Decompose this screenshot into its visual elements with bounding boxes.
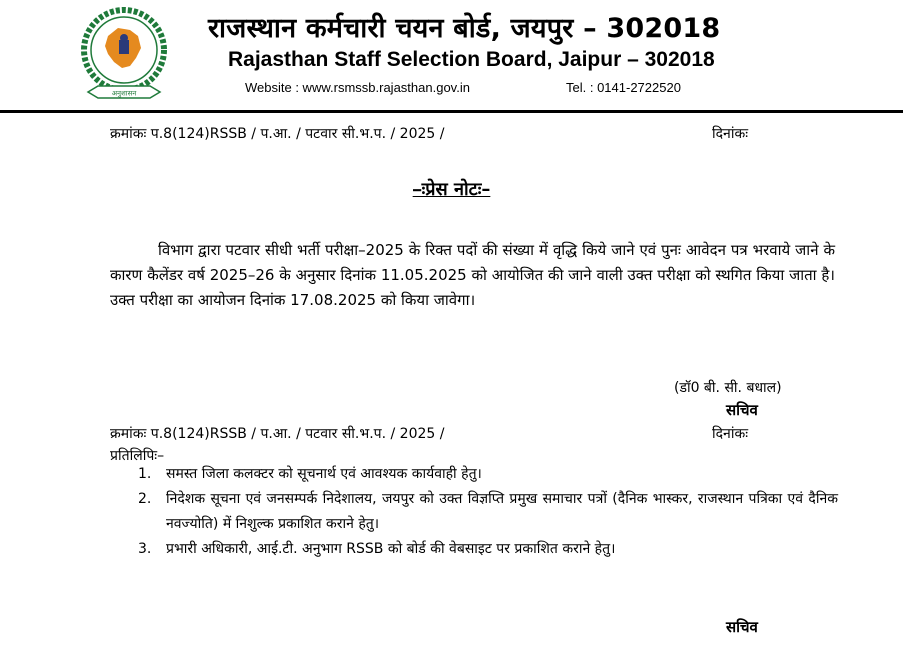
signatory-name: (डॉ0 बी. सी. बधाल) xyxy=(674,380,782,396)
press-note-body: विभाग द्वारा पटवार सीधी भर्ती परीक्षा–2025 के रिक्त पदों की संख्या में वृद्धि किये जाने एवं पुनः आवेदन पत्र भरवाये जाने के कारण कैलेंडर वर्ष 2025–26 के अनुसार दिनांक 11.05.2025 को आयोजित की जाने वाली उक्त परीक्षा को स्थगित किया जाता है। उक्त परीक्षा का आयोजन दिनांक 17.08.2025 को किया जावेगा। xyxy=(110,241,835,309)
list-item-text: समस्त जिला कलक्टर को सूचनार्थ एवं आवश्यक कार्यवाही हेतु। xyxy=(166,466,482,482)
list-item xyxy=(110,462,838,487)
copy-reference-date-label: दिनांकः xyxy=(712,426,749,442)
reference-date-label: दिनांकः xyxy=(712,126,749,142)
list-item-text: निदेशक सूचना एवं जनसम्पर्क निदेशालय, जयपुर को उक्त विज्ञप्ति प्रमुख समाचार पत्रों (दैनिक भास्कर, राजस्थान पत्रिका एवं दैनिक नवज्योति) में निशुल्क प्रकाशित कराने हेतु। xyxy=(166,491,838,532)
list-item-number: 1. xyxy=(138,466,152,482)
list-item xyxy=(110,487,838,537)
rssb-logo xyxy=(78,6,170,106)
rssb-emblem-icon xyxy=(78,6,170,106)
list-item xyxy=(110,537,838,562)
copy-recipients-list xyxy=(110,462,838,562)
header-title-english: Rajasthan Staff Selection Board, Jaipur – 302018 xyxy=(228,48,715,71)
list-item-text: प्रभारी अधिकारी, आई.टी. अनुभाग RSSB को बोर्ड की वेबसाइट पर प्रकाशित कराने हेतु। xyxy=(166,541,616,557)
signatory-designation: सचिव xyxy=(726,401,758,419)
logo-ribbon-text: अनुशासन xyxy=(111,89,137,98)
copy-reference-number: क्रमांकः प.8(124)RSSB / प.आ. / पटवार सी.भ.प. / 2025 / xyxy=(110,426,445,442)
reference-number: क्रमांकः प.8(124)RSSB / प.आ. / पटवार सी.भ.प. / 2025 / xyxy=(110,126,445,142)
copy-to-label: प्रतिलिपिः– xyxy=(110,448,165,464)
final-designation: सचिव xyxy=(726,618,758,636)
header-telephone: Tel. : 0141-2722520 xyxy=(566,80,681,95)
list-item-number: 2. xyxy=(138,491,152,507)
header-title-hindi: राजस्थान कर्मचारी चयन बोर्ड, जयपुर – 302018 xyxy=(208,13,721,44)
press-note-title: –ःप्रेस नोटः– xyxy=(412,179,491,200)
header-website: Website : www.rsmssb.rajasthan.gov.in xyxy=(245,80,470,95)
header-divider xyxy=(0,110,903,113)
list-item-number: 3. xyxy=(138,541,152,557)
